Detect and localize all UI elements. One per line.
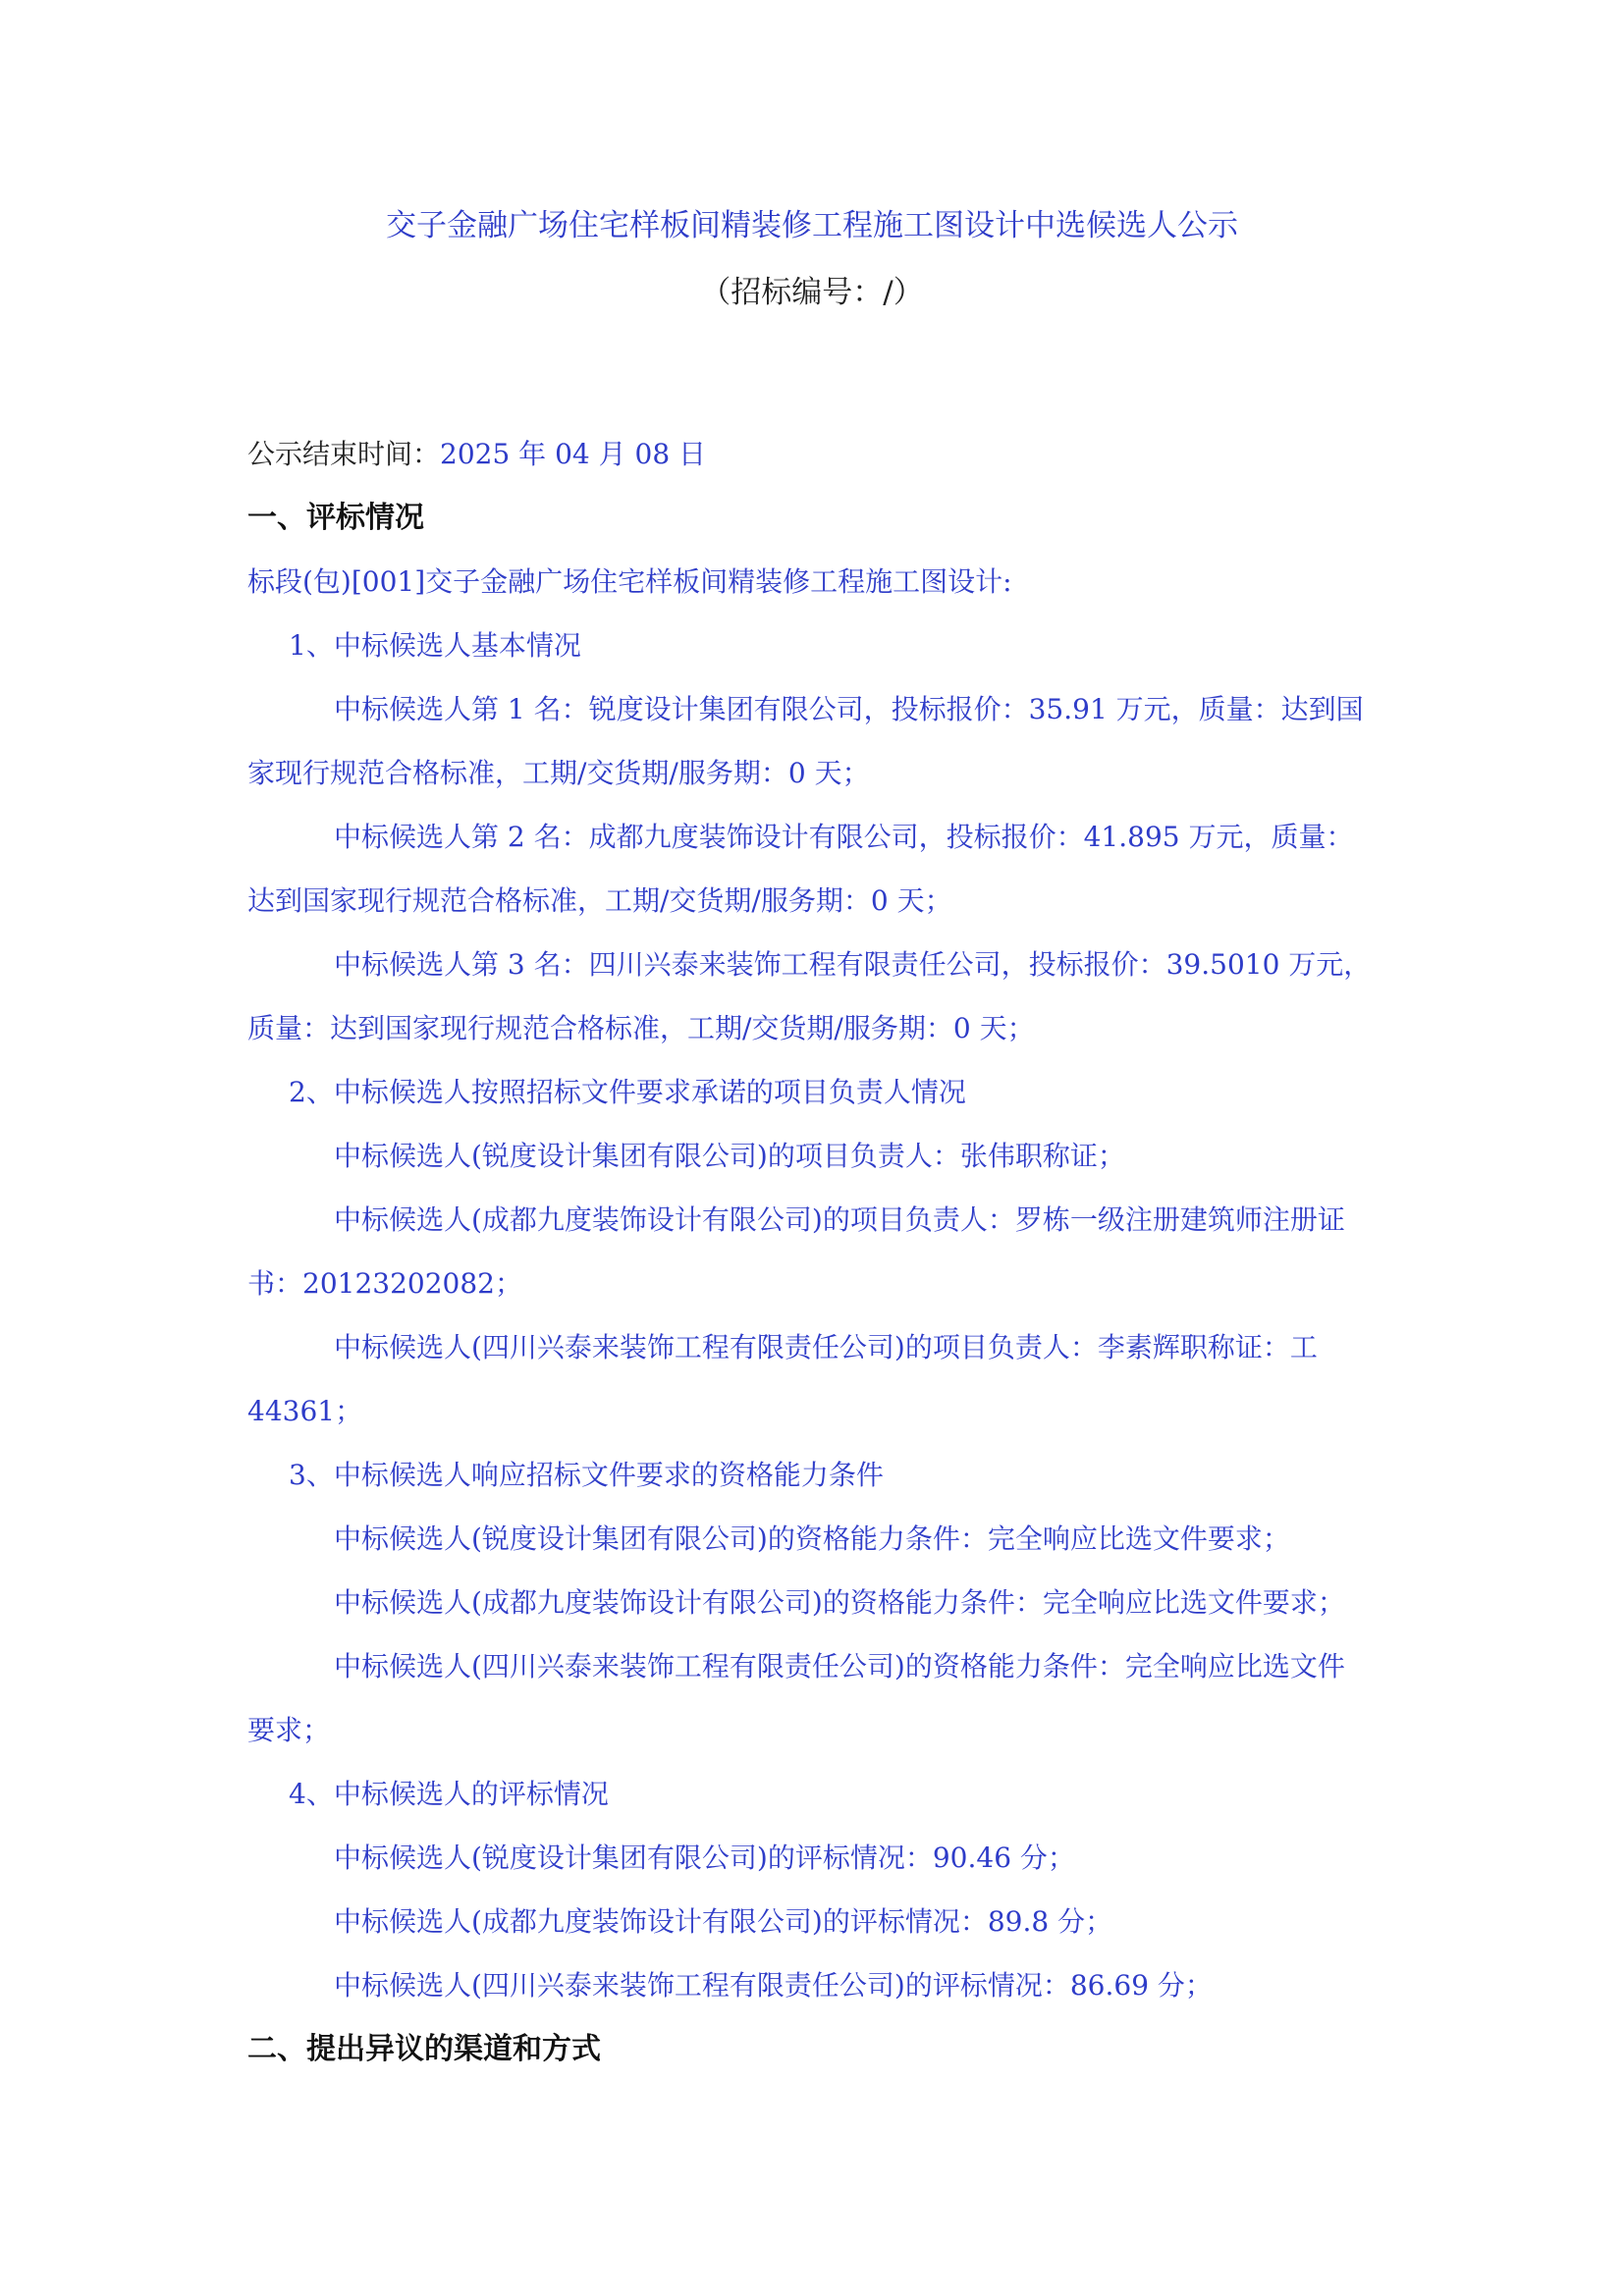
candidate2-line2: 达到国家现行规范合格标准，工期/交货期/服务期：0 天； bbox=[247, 884, 952, 917]
score3-line: 中标候选人(四川兴泰来装饰工程有限责任公司)的评标情况：86.69 分； bbox=[334, 1969, 1213, 2002]
lot-line: 标段(包)[001]交子金融广场住宅样板间精装修工程施工图设计: bbox=[247, 565, 1012, 598]
candidate2-line1: 中标候选人第 2 名：成都九度装饰设计有限公司，投标报价：41.895 万元，质量： bbox=[334, 821, 1354, 853]
candidate1-line2: 家现行规范合格标准，工期/交货期/服务期：0 天； bbox=[247, 757, 870, 789]
qualification2-line: 中标候选人(成都九度装饰设计有限公司)的资格能力条件：完全响应比选文件要求； bbox=[334, 1586, 1345, 1619]
manager2-line1: 中标候选人(成都九度装饰设计有限公司)的项目负责人：罗栋一级注册建筑师注册证 bbox=[334, 1203, 1345, 1236]
document-title: 交子金融广场住宅样板间精装修工程施工图设计中选候选人公示 bbox=[386, 208, 1238, 243]
sub3-heading: 3、中标候选人响应招标文件要求的资格能力条件 bbox=[289, 1459, 884, 1491]
manager3-line1: 中标候选人(四川兴泰来装饰工程有限责任公司)的项目负责人：李素辉职称证：工 bbox=[334, 1331, 1318, 1363]
score2-line: 中标候选人(成都九度装饰设计有限公司)的评标情况：89.8 分； bbox=[334, 1905, 1113, 1938]
manager2-line2: 书：20123202082； bbox=[247, 1267, 522, 1300]
candidate3-line1: 中标候选人第 3 名：四川兴泰来装饰工程有限责任公司，投标报价：39.5010 万元， bbox=[334, 948, 1372, 981]
tender-number: （招标编号：/） bbox=[700, 275, 924, 310]
candidate3-line2: 质量：达到国家现行规范合格标准，工期/交货期/服务期：0 天； bbox=[247, 1012, 1035, 1044]
qualification3-line1: 中标候选人(四川兴泰来装饰工程有限责任公司)的资格能力条件：完全响应比选文件 bbox=[334, 1650, 1345, 1682]
qualification3-line2: 要求； bbox=[247, 1714, 331, 1746]
sub1-heading: 1、中标候选人基本情况 bbox=[289, 629, 581, 662]
candidate1-line1: 中标候选人第 1 名：锐度设计集团有限公司，投标报价：35.91 万元，质量：达到国 bbox=[334, 693, 1364, 725]
end-time-value: 2025 年 04 月 08 日 bbox=[440, 438, 707, 470]
section1-heading: 一、评标情况 bbox=[247, 501, 424, 535]
end-time-line bbox=[247, 422, 1386, 486]
section2-heading: 二、提出异议的渠道和方式 bbox=[247, 2032, 601, 2066]
sub2-heading: 2、中标候选人按照招标文件要求承诺的项目负责人情况 bbox=[289, 1076, 966, 1108]
qualification1-line: 中标候选人(锐度设计集团有限公司)的资格能力条件：完全响应比选文件要求； bbox=[334, 1522, 1290, 1555]
end-time-label: 公示结束时间： bbox=[247, 438, 441, 470]
document-body bbox=[247, 422, 1386, 2081]
sub4-heading: 4、中标候选人的评标情况 bbox=[289, 1778, 609, 1810]
manager1-line: 中标候选人(锐度设计集团有限公司)的项目负责人：张伟职称证； bbox=[334, 1140, 1125, 1172]
score1-line: 中标候选人(锐度设计集团有限公司)的评标情况：90.46 分； bbox=[334, 1842, 1075, 1874]
manager3-line2: 44361； bbox=[247, 1395, 363, 1427]
